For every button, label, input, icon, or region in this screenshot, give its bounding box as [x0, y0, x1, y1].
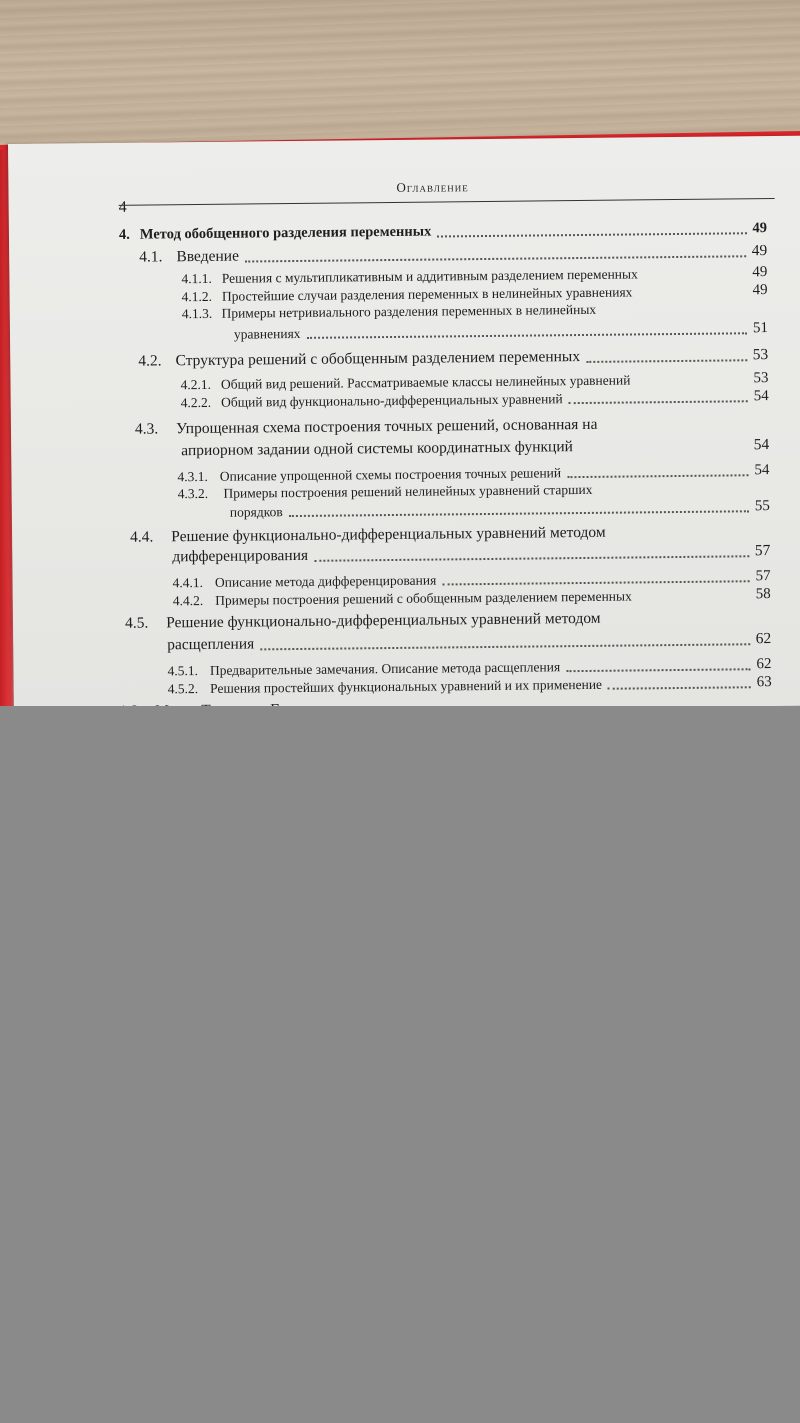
toc-page: 58 — [755, 586, 771, 603]
toc-entry-4-1-3-line2[interactable] — [234, 320, 768, 343]
toc-entry-4-3-2-line1[interactable] — [178, 482, 593, 502]
leader-dots — [569, 399, 748, 404]
toc-number: 4.4.1. — [172, 574, 204, 591]
toc-page: 54 — [753, 436, 770, 454]
toc-page: 54 — [754, 462, 770, 479]
toc-number: 4.1.2. — [181, 288, 213, 305]
toc-entry-4-4-line2[interactable] — [172, 542, 770, 566]
toc-entry-4-1-3-line1[interactable] — [182, 302, 597, 322]
toc-entry-4-3-2-line2[interactable] — [230, 498, 770, 521]
toc-title: Описание метода дифференцирования — [214, 572, 437, 590]
toc-entry-4-1[interactable] — [139, 242, 767, 267]
leader-dots — [608, 685, 751, 689]
toc-number: 4.1.1. — [181, 270, 212, 287]
toc-title: Простейшие случаи разделения переменных в нелинейных уравнениях — [221, 284, 633, 304]
toc-title-continuation: расщепления — [167, 635, 255, 654]
toc-number: 4.5.1. — [167, 663, 198, 679]
toc-page: 54 — [753, 388, 769, 405]
toc-title: Решение функционально-дифференциальных уравнений методом — [171, 523, 606, 546]
toc-number: 4.1.3. — [181, 305, 213, 322]
toc-page: 49 — [752, 220, 768, 237]
toc-page: 55 — [754, 498, 770, 515]
toc-number: 4.3.1. — [177, 468, 208, 485]
toc-number: 4. — [118, 226, 130, 243]
toc-page: 53 — [753, 370, 769, 387]
toc-number: 4.2.2. — [180, 394, 212, 411]
toc-title-continuation: уравнениях — [233, 325, 301, 342]
leader-dots — [442, 579, 749, 585]
toc-page: 57 — [755, 568, 771, 585]
toc-title: Введение — [176, 247, 240, 266]
toc-title: Метод обобщенного разделения переменных — [139, 223, 432, 243]
toc-entry-4-3-line2[interactable] — [181, 436, 769, 460]
toc-number: 4.2.1. — [180, 376, 211, 393]
toc-number: 4.1. — [139, 248, 163, 266]
leader-dots — [245, 254, 746, 262]
toc-page: 62 — [756, 656, 772, 673]
book-page — [8, 136, 800, 714]
toc-page: 51 — [752, 320, 769, 337]
toc-number: 4.4.2. — [172, 592, 204, 609]
running-header: Оглавление — [396, 179, 469, 195]
toc-entry-4-5-line2[interactable] — [167, 630, 771, 654]
toc-number: 4.2. — [138, 352, 162, 370]
toc-entry-4-3-1[interactable] — [177, 462, 769, 485]
toc-page: 49 — [752, 264, 768, 281]
leader-dots — [586, 358, 747, 363]
toc-title-continuation: дифференцирования — [172, 546, 309, 566]
toc-title-continuation: априорном задании одной системы координатных функций — [181, 438, 573, 460]
toc-title: Решения с мультипликативным и аддитивным разделением переменных — [221, 266, 638, 286]
toc-title: Предварительные замечания. Описание метода расщепления — [209, 659, 561, 678]
toc-page: 53 — [752, 346, 769, 364]
toc-number: 4.3.2. — [177, 485, 209, 502]
toc-page: 63 — [756, 674, 772, 691]
toc-number: 4.3. — [134, 420, 159, 438]
toc-title: Описание упрощенной схемы построения точных решений — [219, 465, 562, 484]
toc-title: Решение функционально-дифференциальных уравнений методом — [166, 609, 601, 632]
toc-title: Решения простейших функциональных уравнений и их применение — [210, 676, 603, 696]
toc-entry-4-3-line1[interactable] — [135, 416, 598, 439]
toc-entry-4-2[interactable] — [138, 346, 768, 371]
toc-entry-4-4-line1[interactable] — [130, 524, 606, 547]
toc-title: Примеры построения решений нелинейных уравнений старших — [223, 481, 593, 501]
toc-page: 62 — [755, 630, 772, 648]
toc-number: 4.5. — [124, 614, 149, 632]
leader-dots — [437, 231, 746, 237]
toc-title: Упрощенная схема построения точных решений, основанная на — [176, 415, 598, 438]
toc-title: Примеры построения решений с обобщенным разделением переменных — [215, 588, 632, 608]
toc-page: 57 — [754, 542, 771, 560]
leader-dots — [314, 554, 749, 562]
toc-page: 49 — [751, 242, 768, 260]
toc-page: 49 — [752, 282, 768, 299]
leader-dots — [567, 473, 748, 478]
toc-title: Структура решений с обобщенным разделением переменных — [175, 348, 581, 370]
redacted-area — [0, 706, 800, 1423]
toc-title: Примеры нетривиального разделения переменных в нелинейных — [221, 301, 597, 321]
toc-title: Общий вид решений. Рассматриваемые классы нелинейных уравнений — [220, 372, 631, 392]
toc-number: 4.4. — [130, 528, 154, 546]
header-rule — [119, 198, 775, 206]
leader-dots — [260, 642, 750, 650]
toc-entry-4-5-line1[interactable] — [125, 610, 601, 633]
leader-dots — [289, 509, 749, 517]
page-number: 4 — [118, 198, 127, 216]
toc-number: 4.5.2. — [167, 681, 199, 697]
leader-dots — [307, 331, 748, 339]
leader-dots — [566, 667, 750, 672]
toc-title: Общий вид функционально-дифференциальных уравнений — [221, 391, 563, 410]
toc-entry-chapter-4[interactable] — [119, 220, 767, 244]
toc-title-continuation: порядков — [229, 504, 283, 520]
